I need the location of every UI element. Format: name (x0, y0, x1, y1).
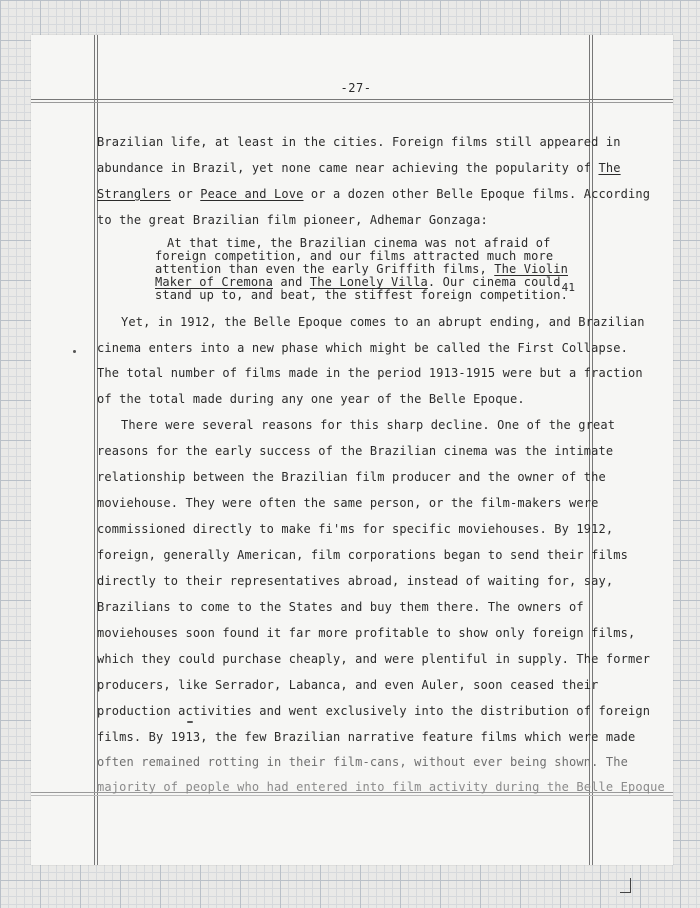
text-run: moviehouses soon found it far more profitable to show only foreign films, (97, 626, 636, 640)
text-run: producers, like Serrador, Labanca, and even Auler, soon ceased their (97, 678, 599, 692)
film-title: Stranglers (97, 187, 171, 201)
body-line (97, 366, 643, 380)
stray-dot-mark (73, 350, 76, 353)
body-line (97, 470, 606, 484)
body-line (97, 755, 628, 769)
body-line (97, 161, 621, 175)
body-line (121, 315, 645, 329)
film-title: The Violin (494, 262, 568, 276)
stray-dot-mark (187, 721, 193, 723)
body-line (97, 704, 650, 718)
body-line (97, 600, 584, 614)
body-line (97, 135, 621, 149)
footnote-number: 41 (561, 281, 576, 294)
text-run: directly to their representatives abroad, instead of waiting for, say, (97, 574, 614, 588)
header-rule-2 (31, 102, 673, 103)
text-run: relationship between the Brazilian film producer and the owner of the (97, 470, 606, 484)
text-run: attention than even the early Griffith films, (155, 262, 495, 276)
text-run: production activities and went exclusively into the distribution of foreign (97, 704, 651, 718)
text-run: abundance in Brazil, yet none came near achieving the popularity of (97, 161, 599, 175)
body-line (97, 213, 488, 227)
header-rule (31, 99, 673, 100)
text-run: moviehouse. They were often the same person, or the film-makers were (97, 496, 599, 510)
text-run: films. By 1913, the few Brazilian narrative feature films which were made (97, 730, 636, 744)
text-run: foreign competition, and our films attracted much more (155, 249, 554, 263)
text-run: At that time, the Brazilian cinema was not afraid of (167, 236, 551, 250)
film-title: The (598, 161, 621, 175)
body-line (97, 548, 628, 562)
body-line (97, 652, 650, 666)
text-run: Brazilians to come to the States and buy them there. The owners of (97, 600, 584, 614)
body-line (97, 730, 635, 744)
text-run: Yet, in 1912, the Belle Epoque comes to an abrupt ending, and Brazilian (121, 315, 645, 329)
corner-crop-mark (620, 878, 631, 893)
text-run: Brazilian life, at least in the cities. Foreign films still appeared in (97, 135, 621, 149)
text-run: to the great Brazilian film pioneer, Adhemar Gonzaga: (97, 213, 488, 227)
text-run: commissioned directly to make fi'ms for specific moviehouses. By 1912, (97, 522, 614, 536)
body-line (121, 418, 615, 432)
text-run: majority of people who had entered into film activity during the Belle Epoque (97, 780, 665, 794)
text-run: often remained rotting in their film-cans, without ever being shown. The (97, 755, 628, 769)
body-line (97, 187, 650, 201)
quote-line (155, 289, 568, 302)
text-run: There were several reasons for this sharp decline. One of the great (121, 418, 616, 432)
text-run: or (170, 187, 201, 201)
body-line (97, 780, 665, 794)
body-line (97, 626, 635, 640)
text-run: cinema enters into a new phase which might be called the First Collapse. (97, 341, 628, 355)
text-run: stand up to, and beat, the stiffest foreign competition. (155, 288, 568, 302)
film-title: Maker of Cremona (155, 275, 273, 289)
film-title: Peace and Love (200, 187, 304, 201)
text-run: . Our cinema could (427, 275, 561, 289)
text-run: or a dozen other Belle Epoque films. According (303, 187, 651, 201)
film-title: The Lonely Villa (309, 275, 428, 289)
body-line (97, 678, 598, 692)
body-line (97, 341, 628, 355)
left-margin-line (94, 35, 95, 865)
text-run: which they could purchase cheaply, and were plentiful in supply. The former (97, 652, 651, 666)
text-run: of the total made during any one year of the Belle Epoque. (97, 392, 525, 406)
body-line (97, 574, 613, 588)
text-run: reasons for the early success of the Brazilian cinema was the intimate (97, 444, 614, 458)
typed-page (31, 35, 673, 865)
body-line (97, 522, 613, 536)
body-line (97, 496, 598, 510)
body-line (97, 392, 525, 406)
footer-rule-2 (31, 795, 673, 796)
text-run: foreign, generally American, film corporations began to send their films (97, 548, 628, 562)
page-number: -27- (340, 81, 372, 95)
text-run: The total number of films made in the period 1913-1915 were but a fraction (97, 366, 643, 380)
body-line (97, 444, 613, 458)
text-run: and (273, 275, 310, 289)
